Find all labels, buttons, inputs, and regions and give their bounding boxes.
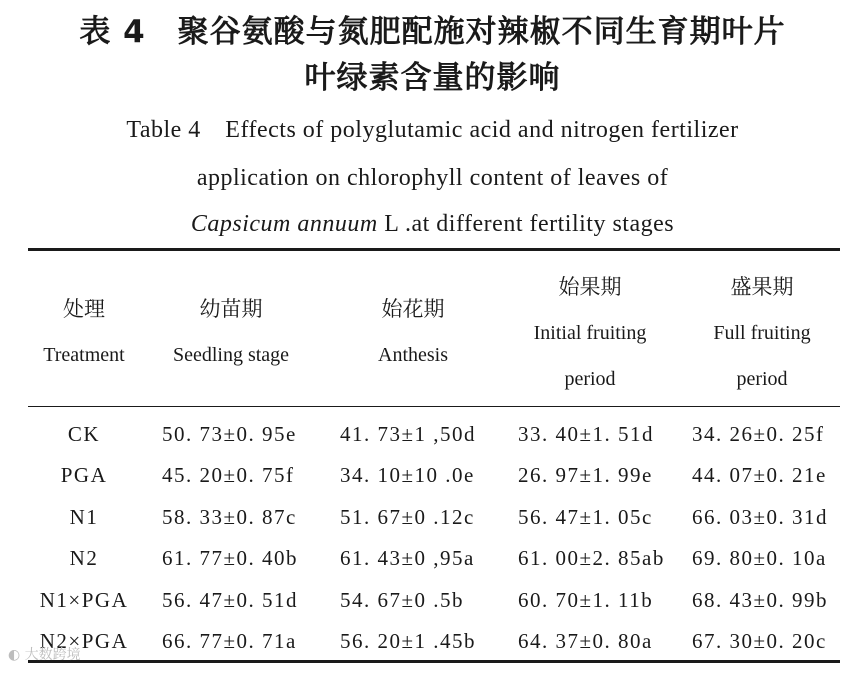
row-1-full-fruiting: 34. 26±0. 25f — [692, 422, 825, 446]
row-4-anthesis: 61. 43±0 ,95a — [340, 546, 475, 570]
table-bottom-rule — [28, 660, 840, 663]
header-seedling — [156, 286, 306, 378]
row-2-treatment: PGA — [60, 463, 108, 487]
title-en-line-3-rest: L .at different fertility stages — [377, 211, 675, 237]
header-full-fruiting-en-2: period — [736, 368, 788, 390]
row-3-initial-fruiting: 56. 47±1. 05c — [518, 505, 653, 529]
header-initial-fruiting-zh: 始果期 — [558, 275, 622, 299]
header-treatment — [24, 286, 144, 378]
table-title-en-line-2: application on chlorophyll content of leaves of — [196, 165, 669, 191]
header-treatment-en: Treatment — [43, 344, 125, 366]
table-title-en-line-1: Table 4 Effects of polyglutamic acid and nitrogen fertilizer — [126, 117, 739, 143]
row-4-full-fruiting: 69. 80±0. 10a — [692, 546, 827, 570]
row-5-seedling: 56. 47±0. 51d — [162, 588, 299, 612]
row-6-treatment: N2×PGA — [39, 629, 129, 653]
table-top-rule — [28, 248, 840, 251]
row-1-initial-fruiting: 33. 40±1. 51d — [518, 422, 655, 446]
row-5-anthesis: 54. 67±0 .5b — [340, 588, 465, 612]
header-initial-fruiting-en-1: Initial fruiting — [533, 322, 647, 344]
watermark-text: 大数跨境 — [24, 647, 81, 663]
table-title-zh-line-2: 叶绿素含量的影响 — [304, 60, 561, 96]
header-full-fruiting — [684, 264, 840, 402]
header-initial-fruiting — [510, 264, 670, 402]
row-1-treatment: CK — [67, 422, 101, 446]
row-6-seedling: 66. 77±0. 71a — [162, 629, 297, 653]
header-full-fruiting-en-1: Full fruiting — [713, 322, 811, 344]
row-4-treatment: N2 — [69, 546, 99, 570]
row-1-seedling: 50. 73±0. 95e — [162, 422, 297, 446]
row-6-initial-fruiting: 64. 37±0. 80a — [518, 629, 653, 653]
header-initial-fruiting-en-2: period — [564, 368, 616, 390]
row-2-initial-fruiting: 26. 97±1. 99e — [518, 463, 653, 487]
header-anthesis-en: Anthesis — [378, 344, 448, 366]
row-4-seedling: 61. 77±0. 40b — [162, 546, 299, 570]
species-name: Capsicum annuum — [190, 211, 378, 237]
header-seedling-en: Seedling stage — [172, 344, 290, 366]
row-2-full-fruiting: 44. 07±0. 21e — [692, 463, 827, 487]
header-treatment-zh: 处理 — [63, 297, 105, 321]
row-1-anthesis: 41. 73±1 ,50d — [340, 422, 477, 446]
table-title-en-line-3 — [0, 208, 865, 240]
header-anthesis — [338, 286, 488, 378]
header-full-fruiting-zh: 盛果期 — [730, 275, 794, 299]
row-3-seedling: 58. 33±0. 87c — [162, 505, 297, 529]
table-title-zh-line-1: 表 4 聚谷氨酸与氮肥配施对辣椒不同生育期叶片 — [79, 14, 786, 50]
row-3-anthesis: 51. 67±0 .12c — [340, 505, 475, 529]
header-anthesis-zh: 始花期 — [381, 297, 445, 321]
row-6-anthesis: 56. 20±1 .45b — [340, 629, 477, 653]
row-6-full-fruiting: 67. 30±0. 20c — [692, 629, 827, 653]
row-3-treatment: N1 — [69, 505, 99, 529]
row-2-seedling: 45. 20±0. 75f — [162, 463, 295, 487]
row-2-anthesis: 34. 10±10 .0e — [340, 463, 475, 487]
row-5-treatment: N1×PGA — [39, 588, 129, 612]
row-3-full-fruiting: 66. 03±0. 31d — [692, 505, 829, 529]
header-seedling-zh: 幼苗期 — [199, 297, 263, 321]
row-5-full-fruiting: 68. 43±0. 99b — [692, 588, 829, 612]
header-divider-rule — [28, 406, 840, 407]
watermark-icon: ◐ — [8, 647, 25, 663]
row-5-initial-fruiting: 60. 70±1. 11b — [518, 588, 654, 612]
watermark — [8, 644, 81, 664]
row-4-initial-fruiting: 61. 00±2. 85ab — [518, 546, 665, 570]
